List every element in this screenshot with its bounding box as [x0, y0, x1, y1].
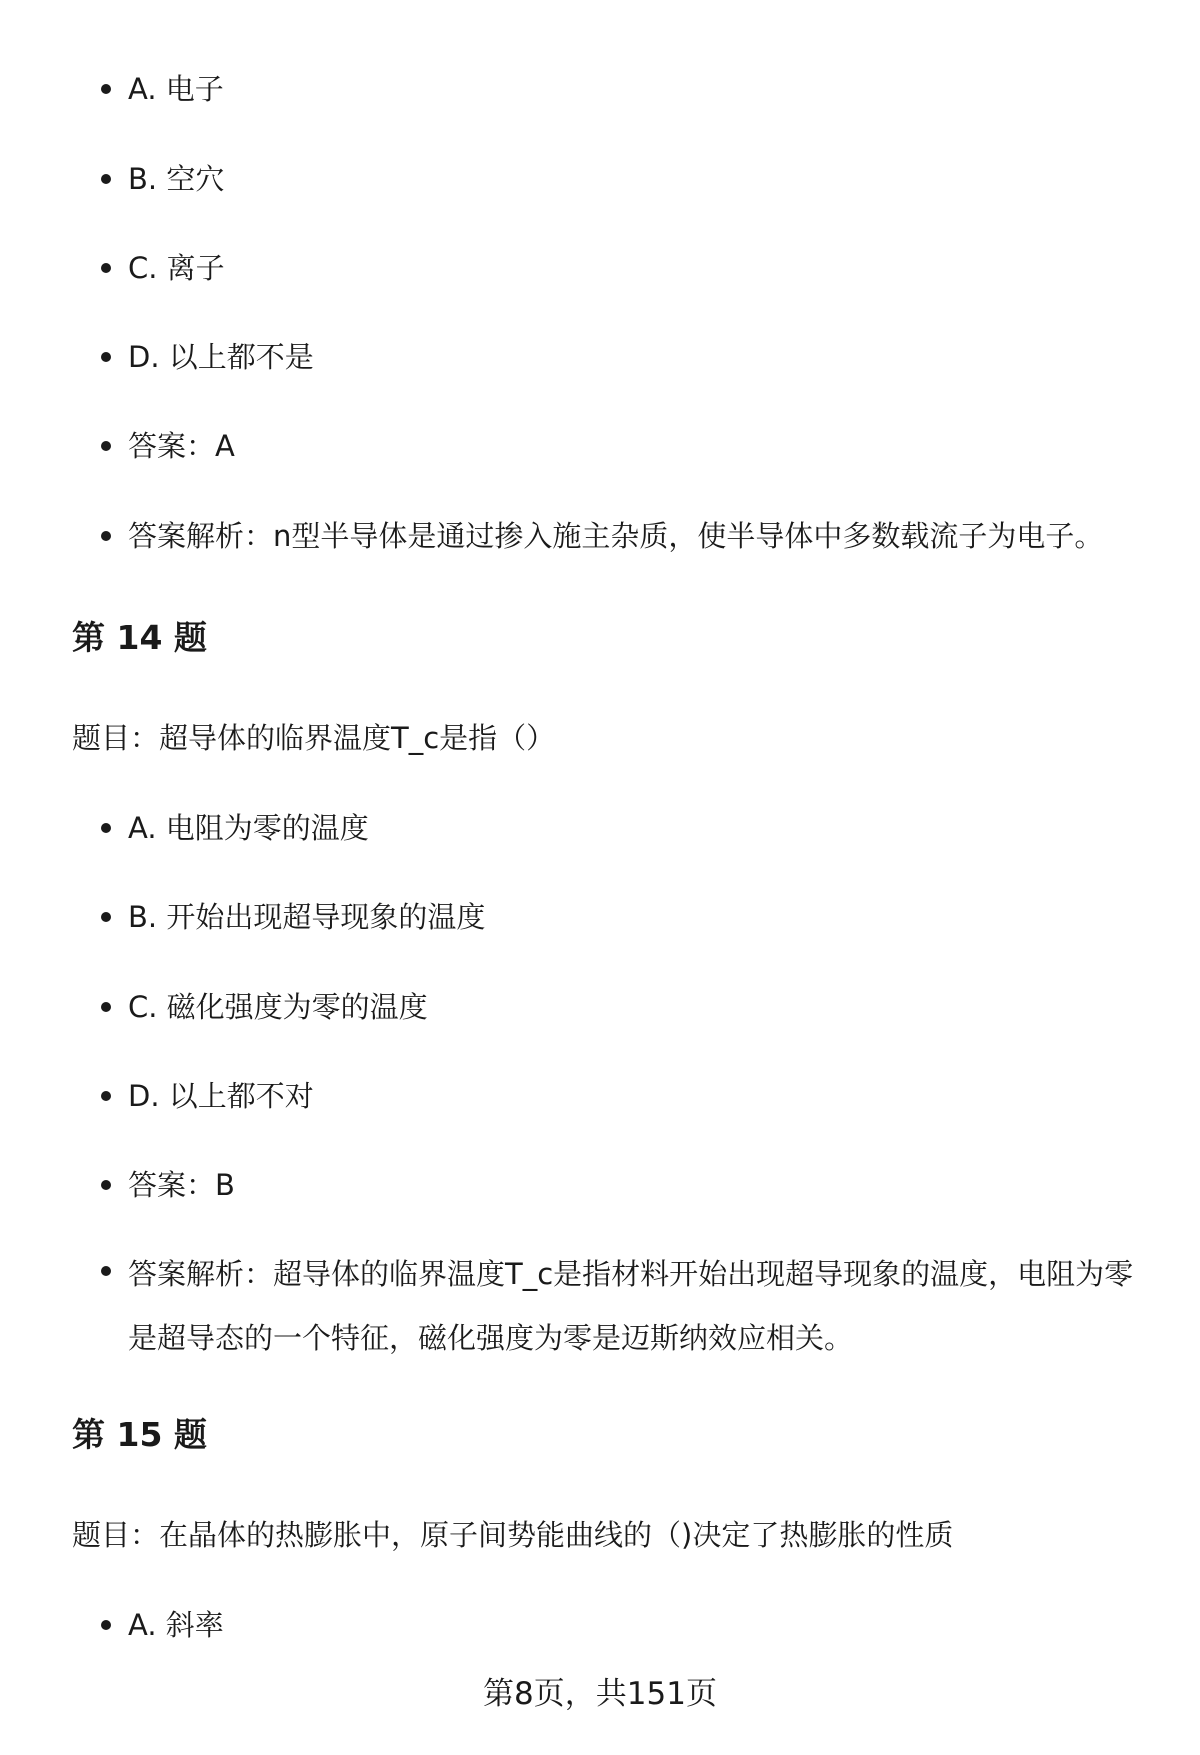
- q14-option-a: A. 电阻为零的温度: [128, 799, 1138, 857]
- q15-question: 题目：在晶体的热膨胀中，原子间势能曲线的（)决定了热膨胀的性质: [72, 1518, 954, 1552]
- q14-question: 题目：超导体的临界温度T_c是指（）: [72, 721, 556, 755]
- q13-option-b: B. 空穴: [128, 150, 1138, 208]
- q14-option-d: D. 以上都不对: [128, 1067, 1138, 1125]
- q14-option-b: B. 开始出现超导现象的温度: [128, 888, 1138, 946]
- q13-explanation: 答案解析：n型半导体是通过掺入施主杂质，使半导体中多数载流子为电子。: [128, 507, 1138, 565]
- page-number-footer: 第8页，共151页: [483, 1676, 717, 1712]
- q13-option-d: D. 以上都不是: [128, 328, 1138, 386]
- q14-answer: 答案：B: [128, 1156, 1138, 1214]
- q13-answer: 答案：A: [128, 417, 1138, 475]
- q13-option-c: C. 离子: [128, 239, 1138, 297]
- q14-option-c: C. 磁化强度为零的温度: [128, 978, 1138, 1036]
- q14-explanation: 答案解析：超导体的临界温度T_c是指材料开始出现超导现象的温度，电阻为零是超导态的一个特征，磁化强度为零是迈斯纳效应相关。: [128, 1242, 1138, 1370]
- q15-option-a: A. 斜率: [128, 1596, 1138, 1654]
- q14-heading: 第 14 题: [72, 618, 207, 657]
- q15-heading: 第 15 题: [72, 1415, 207, 1454]
- q13-option-a: A. 电子: [128, 60, 1138, 118]
